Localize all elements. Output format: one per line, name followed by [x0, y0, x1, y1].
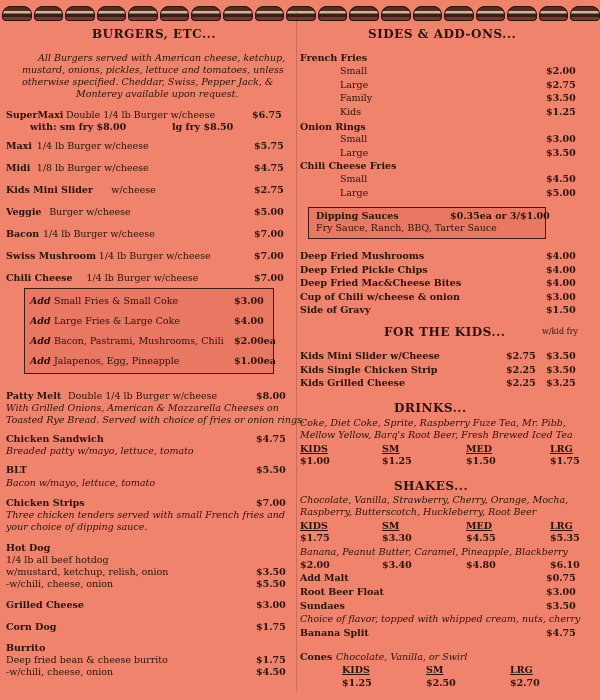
burger-price: $5.75 — [254, 141, 284, 152]
chili-fries-name: Chili Cheese Fries — [300, 161, 397, 172]
hotdog-price-1: $3.50 — [256, 567, 286, 578]
sundaes-price: $3.50 — [546, 601, 576, 612]
patty-desc: Double 1/4 lb Burger w/cheese — [68, 391, 218, 402]
burger-desc: Burger w/cheese — [49, 207, 131, 218]
side-price: $4.00 — [546, 264, 576, 276]
burger-icon — [223, 6, 253, 21]
supermaxi-with: with: sm fry $8.00 — [30, 122, 127, 133]
side-price: $4.00 — [546, 278, 576, 289]
side-name: Side of Gravy — [300, 305, 371, 316]
burger-icon — [570, 6, 600, 21]
shake-price-alt: $2.00 — [300, 560, 330, 571]
shakes-line-1: Chocolate, Vanilla, Strawberry, Cherry, Orange, Mocha, — [300, 495, 569, 506]
burger-icon — [128, 6, 158, 21]
side-name: Deep Fried Mac&Cheese Bites — [300, 278, 462, 289]
burger-icon — [34, 6, 64, 21]
side-price: $1.50 — [546, 305, 576, 316]
burger-icon — [191, 6, 221, 21]
burger-icon — [444, 6, 474, 21]
addon-add-label: Add — [30, 316, 51, 327]
float-price: $3.00 — [546, 587, 576, 598]
burger-name: Veggie — [6, 207, 42, 218]
size-header: SM — [382, 444, 400, 455]
shake-price-alt: $6.10 — [550, 560, 580, 571]
burger-name: Kids Mini Slider — [6, 185, 93, 196]
size-label: Small — [340, 66, 368, 77]
kids-item-name: Kids Single Chicken Strip — [300, 364, 438, 376]
chicken-sandwich-name: Chicken Sandwich — [6, 434, 104, 445]
burrito-name: Burrito — [6, 643, 46, 654]
burrito-price-2: $4.50 — [256, 667, 286, 678]
burger-icon — [2, 6, 32, 21]
malt-price: $0.75 — [546, 573, 576, 584]
patty-desc-2: Toasted Rye Bread. Served with choice of fries or onion rings. — [6, 415, 305, 426]
size-price: $5.00 — [546, 187, 576, 199]
kids-price: $2.25 — [506, 364, 536, 376]
size-header: LRG — [550, 444, 573, 455]
cone-size-header: SM — [426, 665, 444, 676]
blt-name: BLT — [6, 465, 28, 476]
side-price: $3.00 — [546, 291, 576, 303]
burger-name: Bacon — [6, 229, 40, 240]
hotdog-line-1: 1/4 lb all beef hotdog — [6, 555, 109, 566]
shake-price-alt: $4.80 — [466, 560, 496, 571]
size-price: $4.55 — [466, 533, 496, 544]
blt-desc: Bacon w/mayo, lettuce, tomato — [6, 478, 156, 489]
grilled-cheese-price: $3.00 — [256, 600, 286, 611]
size-price: $2.75 — [546, 79, 576, 91]
size-label: Small — [340, 174, 368, 185]
addon-text: Bacon, Pastrami, Mushrooms, Chili — [54, 336, 224, 347]
size-label: Large — [340, 79, 369, 91]
side-price: $4.00 — [546, 251, 576, 262]
burger-icon — [507, 6, 537, 21]
size-price: $3.30 — [382, 533, 412, 544]
cone-price: $1.25 — [342, 678, 372, 689]
burger-desc: w/cheese — [111, 185, 156, 196]
addon-price: $1.00ea — [234, 356, 276, 367]
cone-size-header: KIDS — [342, 665, 370, 676]
corndog-name: Corn Dog — [6, 622, 57, 633]
burrito-line-1: Deep fried bean & cheese burrito — [6, 655, 168, 666]
addon-text: Small Fries & Small Coke — [54, 296, 179, 307]
dipping-price: $0.35ea or 3/$1.00 — [450, 211, 550, 222]
kids-price: $2.25 — [506, 378, 536, 389]
kids-item-name: Kids Grilled Cheese — [300, 378, 406, 389]
burger-icon — [381, 6, 411, 21]
addon-text: Jalapenos, Egg, Pineapple — [54, 356, 180, 367]
blt-price: $5.50 — [256, 465, 286, 476]
sundaes-name: Sundaes — [300, 601, 345, 612]
strips-desc-2: your choice of dipping sauce. — [6, 522, 148, 533]
size-header: MED — [466, 444, 492, 455]
burrito-price-1: $1.75 — [256, 655, 286, 666]
shakes-heading: SHAKES... — [394, 479, 469, 493]
size-price: $1.75 — [550, 456, 580, 467]
burger-icon — [476, 6, 506, 21]
float-name: Root Beer Float — [300, 587, 384, 598]
malt-name: Add Malt — [300, 573, 349, 584]
burger-desc: 1/4 lb Burger w/cheese — [98, 251, 211, 262]
kids-fry-price: $3.25 — [546, 378, 576, 389]
drinks-heading: DRINKS... — [394, 401, 467, 415]
cones-desc: Chocolate, Vanilla, or Swirl — [336, 652, 468, 663]
split-price: $4.75 — [546, 628, 576, 639]
fries-name: French Fries — [300, 53, 368, 64]
burger-price: $4.75 — [254, 163, 284, 174]
kids-fry-price: $3.50 — [546, 364, 576, 376]
addon-price: $3.00 — [234, 296, 264, 307]
kid-fry-label: w/kid fry — [542, 327, 578, 336]
size-label: Large — [340, 187, 369, 199]
burger-desc: 1/4 lb Burger w/cheese — [36, 141, 149, 152]
burger-banner — [0, 0, 600, 26]
size-price: $1.25 — [546, 106, 576, 118]
size-price: $1.25 — [382, 456, 412, 467]
rings-name: Onion Rings — [300, 122, 366, 133]
burrito-line-2: -w/chili, cheese, onion — [6, 667, 114, 678]
size-price: $5.35 — [550, 533, 580, 544]
burger-price: $2.75 — [254, 185, 284, 196]
size-header: MED — [466, 521, 492, 532]
intro-line: Monterey available upon request. — [76, 89, 239, 100]
shake-price-alt: $3.40 — [382, 560, 412, 571]
intro-line: All Burgers served with American cheese, ketchup, — [38, 53, 286, 64]
size-price: $1.50 — [466, 456, 496, 467]
side-name: Cup of Chili w/cheese & onion — [300, 291, 460, 303]
cone-size-header: LRG — [510, 665, 533, 676]
addon-add-label: Add — [30, 336, 51, 347]
size-label: Family — [340, 93, 373, 104]
supermaxi-price: $6.75 — [252, 110, 282, 121]
burger-desc: 1/4 lb Burger w/cheese — [86, 273, 199, 284]
burger-desc: 1/8 lb Burger w/cheese — [36, 163, 149, 174]
strips-name: Chicken Strips — [6, 498, 85, 509]
supermaxi-desc: Double 1/4 lb Burger w/cheese — [66, 110, 216, 121]
patty-desc-1: With Grilled Onions, American & Mozzarella Cheeses on — [6, 403, 279, 414]
size-price: $3.50 — [546, 147, 576, 159]
corndog-price: $1.75 — [256, 622, 286, 633]
patty-name: Patty Melt — [6, 391, 62, 402]
split-name: Banana Split — [300, 628, 369, 639]
dipping-list: Fry Sauce, Ranch, BBQ, Tarter Sauce — [316, 223, 497, 234]
size-header: KIDS — [300, 444, 328, 455]
size-label: Large — [340, 147, 369, 159]
addon-price: $2.00ea — [234, 336, 276, 347]
drinks-line-1: Coke, Diet Coke, Sprite, Raspberry Fuze Tea, Mr. Pibb, — [300, 418, 566, 429]
kids-price: $2.75 — [506, 351, 536, 362]
size-label: Small — [340, 134, 368, 145]
hotdog-line-2: w/mustard, ketchup, relish, onion — [6, 567, 169, 578]
size-label: Kids — [340, 106, 362, 118]
size-price: $3.50 — [546, 93, 576, 104]
chicken-sandwich-price: $4.75 — [256, 434, 286, 445]
addon-add-label: Add — [30, 296, 51, 307]
shakes-line-3: Banana, Peanut Butter, Caramel, Pineapple, Blackberry — [300, 547, 568, 558]
burger-icon — [255, 6, 285, 21]
burger-icon — [349, 6, 379, 21]
burger-icon — [160, 6, 190, 21]
hotdog-price-2: $5.50 — [256, 579, 286, 590]
size-price: $4.50 — [546, 174, 576, 185]
chicken-sandwich-desc: Breaded patty w/mayo, lettuce, tomato — [6, 446, 194, 457]
cones-name: Cones — [300, 652, 333, 663]
burger-name: Chili Cheese — [6, 273, 73, 284]
supermaxi-name: SuperMaxi — [6, 110, 64, 121]
intro-line: mustard, onions, pickles, lettuce and tomatoes, unless — [22, 65, 284, 76]
cone-price: $2.70 — [510, 678, 540, 689]
addon-text: Large Fries & Large Coke — [54, 316, 181, 327]
column-divider — [296, 12, 297, 692]
burger-icon — [539, 6, 569, 21]
burger-desc: 1/4 lb Burger w/cheese — [43, 229, 155, 240]
supermaxi-lg: lg fry $8.50 — [172, 122, 234, 133]
side-name: Deep Fried Pickle Chips — [300, 264, 428, 276]
cone-price: $2.50 — [426, 678, 456, 689]
burger-icon — [286, 6, 316, 21]
kids-fry-price: $3.50 — [546, 351, 576, 362]
sundaes-desc: Choice of flavor, topped with whipped cream, nuts, cherry — [300, 614, 581, 625]
burger-price: $5.00 — [254, 207, 284, 218]
size-header: KIDS — [300, 521, 328, 532]
burger-name: Midi — [6, 163, 31, 174]
patty-price: $8.00 — [256, 391, 286, 402]
burger-price: $7.00 — [254, 229, 284, 240]
side-name: Deep Fried Mushrooms — [300, 251, 425, 262]
kids-item-name: Kids Mini Slider w/Cheese — [300, 351, 440, 362]
burger-price: $7.00 — [254, 251, 284, 262]
burger-icon — [413, 6, 443, 21]
size-price: $1.75 — [300, 533, 330, 544]
size-price: $2.00 — [546, 66, 576, 77]
sides-heading: SIDES & ADD-ONS... — [368, 27, 517, 41]
hotdog-name: Hot Dog — [6, 543, 51, 554]
burgers-heading: BURGERS, ETC... — [92, 27, 216, 41]
addon-add-label: Add — [30, 356, 51, 367]
burger-name: Swiss Mushroom — [6, 251, 97, 262]
burger-icon — [65, 6, 95, 21]
shakes-line-2: Raspberry, Butterscotch, Huckleberry, Root Beer — [300, 507, 537, 518]
drinks-line-2: Mellow Yellow, Barq's Root Beer, Fresh Brewed Iced Tea — [300, 430, 573, 441]
dipping-name: Dipping Sauces — [316, 211, 399, 222]
addon-price: $4.00 — [234, 316, 264, 327]
strips-price: $7.00 — [256, 498, 286, 509]
kids-heading: FOR THE KIDS... — [384, 325, 506, 339]
hotdog-line-3: -w/chili, cheese, onion — [6, 579, 114, 590]
burger-name: Maxi — [6, 141, 32, 152]
burger-price: $7.00 — [254, 273, 284, 284]
burger-icon — [318, 6, 348, 21]
size-price: $3.00 — [546, 134, 576, 145]
size-price: $1.00 — [300, 456, 330, 467]
grilled-cheese-name: Grilled Cheese — [6, 600, 84, 611]
intro-line: otherwise specified. Cheddar, Swiss, Pepper Jack, & — [22, 77, 274, 88]
size-header: LRG — [550, 521, 573, 532]
burger-icon — [97, 6, 127, 21]
size-header: SM — [382, 521, 400, 532]
strips-desc-1: Three chicken tenders served with small French fries and — [6, 510, 285, 521]
